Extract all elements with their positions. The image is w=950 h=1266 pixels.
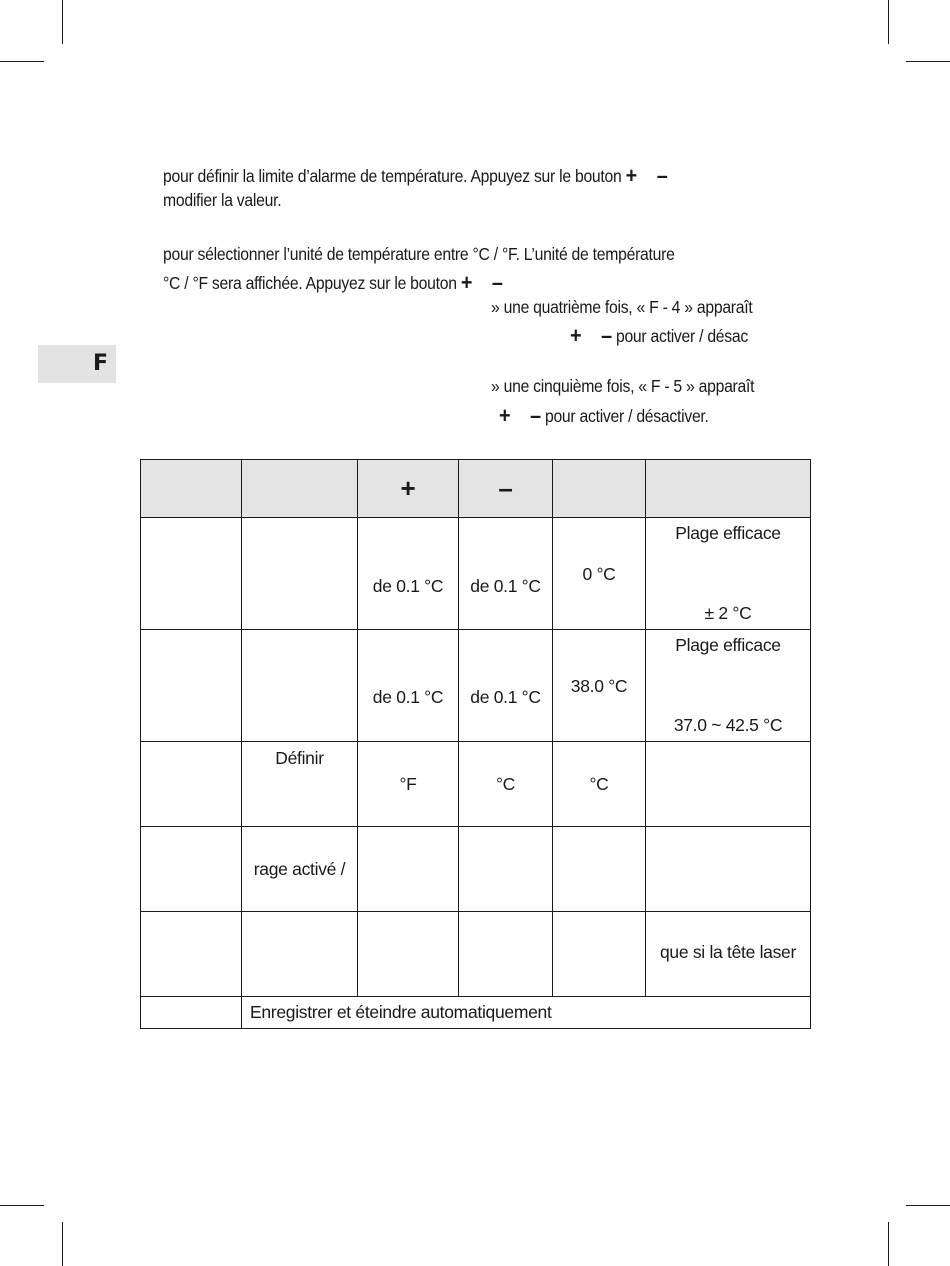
table-cell: [242, 518, 358, 630]
table-cell: [141, 997, 242, 1029]
plus-icon: +: [460, 270, 473, 295]
table-cell: [358, 912, 459, 997]
header-cell: [141, 460, 242, 518]
cell-text: Plage efficace: [675, 635, 781, 655]
table-cell: [646, 630, 811, 742]
header-cell: [553, 460, 646, 518]
minus-icon: –: [530, 403, 541, 428]
table-cell: [242, 827, 358, 912]
cell-text: de 0.1 °C: [372, 576, 444, 596]
cell-text: °C: [495, 774, 516, 794]
paragraph-unit-line2: [163, 270, 503, 296]
table-cell: [358, 630, 459, 742]
header-cell: [646, 460, 811, 518]
cell-text: de 0.1 °C: [470, 687, 541, 707]
table-cell: Enregistrer et éteindre automatiquement: [242, 997, 811, 1029]
paragraph-f5-line1: » une cinquième fois, « F - 5 » apparaît: [491, 376, 755, 396]
paragraph-alarm-limit-line1: [163, 163, 667, 189]
crop-mark: [0, 61, 44, 62]
plus-icon: +: [570, 323, 582, 348]
plus-icon: +: [625, 163, 637, 188]
table-row: [141, 912, 811, 997]
cell-text: °F: [399, 774, 417, 794]
minus-icon: –: [491, 270, 503, 295]
table-cell: [553, 912, 646, 997]
table-cell: [141, 630, 242, 742]
paragraph-alarm-limit-line2: modifier la valeur.: [163, 190, 282, 210]
cell-text: de 0.1 °C: [470, 576, 541, 596]
table-cell: [141, 912, 242, 997]
text: pour définir la limite d’alarme de température. Appuyez sur le bouton: [163, 166, 622, 186]
paragraph-unit-line3: » une quatrième fois, « F - 4 » apparaît: [491, 297, 753, 317]
table-cell: [358, 827, 459, 912]
table-row: [141, 997, 811, 1029]
table-cell: [646, 518, 811, 630]
cell-text: que si la tête laser: [659, 942, 797, 962]
table-cell: [646, 827, 811, 912]
table-cell: [358, 742, 459, 827]
crop-mark: [888, 1222, 889, 1266]
table-cell: [358, 518, 459, 630]
minus-icon: –: [601, 323, 612, 348]
table-header-row: [141, 460, 811, 518]
table-cell: [141, 518, 242, 630]
header-cell: [242, 460, 358, 518]
cell-text: rage activé /: [253, 859, 346, 879]
cell-text: 37.0 ~ 42.5 °C: [673, 715, 783, 735]
minus-icon: –: [656, 163, 668, 188]
table-cell: [459, 630, 553, 742]
table-cell: [553, 630, 646, 742]
paragraph-unit-line1: pour sélectionner l’unité de température entre °C / °F. L’unité de température: [163, 244, 675, 264]
table-cell: [553, 518, 646, 630]
cell-text: ± 2 °C: [704, 603, 752, 623]
crop-mark: [906, 1205, 950, 1206]
table-row: [141, 630, 811, 742]
header-minus: [459, 460, 553, 518]
table-row: [141, 518, 811, 630]
table-cell: [553, 827, 646, 912]
cell-text: °C: [589, 774, 609, 794]
crop-mark: [0, 1205, 44, 1206]
paragraph-f5-line2: [499, 403, 709, 429]
cell-text: Plage efficace: [675, 523, 781, 543]
table-row: [141, 827, 811, 912]
section-tab: F: [38, 345, 116, 383]
table-cell: [459, 912, 553, 997]
cell-text: de 0.1 °C: [372, 687, 444, 707]
paragraph-unit-line4: [570, 323, 748, 349]
text: °C / °F sera affichée. Appuyez sur le bouton: [163, 273, 457, 293]
minus-icon: –: [498, 473, 513, 503]
cell-text: 0 °C: [582, 564, 616, 584]
crop-mark: [906, 61, 950, 62]
plus-icon: +: [400, 473, 416, 503]
crop-mark: [888, 0, 889, 44]
table-cell: [242, 912, 358, 997]
settings-table: [140, 459, 811, 1029]
table-cell: [646, 742, 811, 827]
plus-icon: +: [499, 403, 511, 428]
table-cell: [242, 742, 358, 827]
table-cell: [141, 827, 242, 912]
table-cell: [459, 518, 553, 630]
table-cell: [553, 742, 646, 827]
cell-text: Définir: [275, 748, 324, 768]
table-cell: [459, 742, 553, 827]
table-cell: [242, 630, 358, 742]
cell-text: 38.0 °C: [570, 676, 628, 696]
table-row: [141, 742, 811, 827]
table-cell: [646, 912, 811, 997]
table-cell: [459, 827, 553, 912]
header-plus: [358, 460, 459, 518]
text: pour activer / désac: [615, 326, 749, 346]
text: pour activer / désactiver.: [544, 406, 709, 426]
table-cell: [141, 742, 242, 827]
crop-mark: [62, 1222, 63, 1266]
crop-mark: [62, 0, 63, 44]
